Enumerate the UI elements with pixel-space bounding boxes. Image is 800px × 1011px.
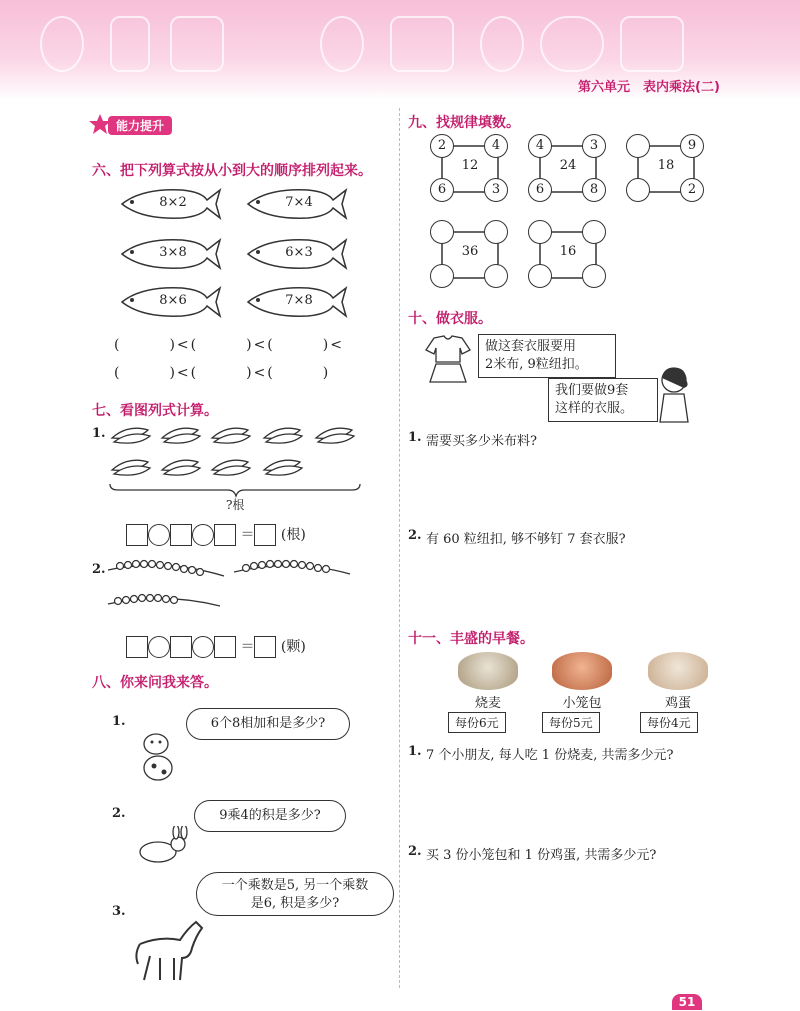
fish-expression: 8×6 xyxy=(159,293,187,308)
equals-sign: ＝ xyxy=(240,639,255,655)
grid-center: 16 xyxy=(559,244,577,259)
answer-box[interactable] xyxy=(170,636,192,658)
q10-1-text: 需要买多少米布料? xyxy=(426,434,537,449)
speech-bubble: 9乘4的积是多少? xyxy=(194,800,346,832)
grid-center: 12 xyxy=(461,158,479,173)
section-10-title: 十、做衣服。 xyxy=(408,311,492,327)
section-6-title: 六、把下列算式按从小到大的顺序排列起来。 xyxy=(92,163,372,179)
dog-icon xyxy=(134,730,184,786)
grid-cell-bl[interactable]: 6 xyxy=(430,178,454,202)
fish-card xyxy=(112,186,222,222)
bubble-line: 是6, 积是多少? xyxy=(250,896,340,911)
globe-icon xyxy=(40,16,84,72)
q11-2-text: 买 3 份小笼包和 1 份鸡蛋, 共需多少元? xyxy=(426,848,657,863)
egg-icon xyxy=(648,652,708,690)
operator-circle[interactable] xyxy=(192,636,214,658)
pattern-grid xyxy=(626,134,706,204)
unit-title: 第六单元 表内乘法(二) xyxy=(578,80,720,95)
rabbit-icon xyxy=(134,826,194,866)
grid-cell-tr[interactable]: 3 xyxy=(582,134,606,158)
grid-cell-tl[interactable]: 4 xyxy=(528,134,552,158)
equals-sign: ＝ xyxy=(240,527,255,543)
bead-strings xyxy=(104,556,354,616)
food-name: 鸡蛋 xyxy=(664,696,691,711)
section-8-title: 八、你来问我来答。 xyxy=(92,675,218,691)
grid-cell-br[interactable]: 3 xyxy=(484,178,508,202)
grid-cell-tr[interactable]: 9 xyxy=(680,134,704,158)
open-book-icon xyxy=(620,16,684,72)
bag-icon xyxy=(390,16,454,72)
fish-card xyxy=(238,284,348,320)
grid-cell-tl[interactable] xyxy=(528,220,552,244)
q11-1-number: 1. xyxy=(408,744,422,759)
fish-expression: 3×8 xyxy=(159,245,187,260)
speech-bubble xyxy=(196,872,394,916)
bubble-line: 一个乘数是5, 另一个乘数 xyxy=(221,878,369,893)
fish-expression: 7×8 xyxy=(285,293,313,308)
fish-expression: 8×2 xyxy=(159,195,187,210)
grid-cell-tl[interactable] xyxy=(626,134,650,158)
grid-cell-br[interactable]: 8 xyxy=(582,178,606,202)
grid-cell-br[interactable] xyxy=(582,264,606,288)
grid-cell-bl[interactable] xyxy=(528,264,552,288)
operator-circle[interactable] xyxy=(148,524,170,546)
food-name: 小笼包 xyxy=(562,696,602,711)
page-number: 51 xyxy=(672,994,702,1010)
clothes-icon xyxy=(424,334,472,384)
badge-label: 能力提升 xyxy=(108,116,172,135)
grid-center: 18 xyxy=(657,158,675,173)
operator-circle[interactable] xyxy=(192,524,214,546)
answer-box[interactable] xyxy=(126,636,148,658)
fish-expression: 7×4 xyxy=(285,195,313,210)
note-line: 2米布, 9粒纽扣。 xyxy=(485,357,588,372)
q10-1-number: 1. xyxy=(408,430,422,445)
q10-2-number: 2. xyxy=(408,528,422,543)
brace-label: ?根 xyxy=(226,498,245,512)
grid-cell-tr[interactable] xyxy=(484,220,508,244)
section-7-title: 七、看图列式计算。 xyxy=(92,403,218,419)
answer-box[interactable] xyxy=(214,636,236,658)
horse-icon xyxy=(130,914,210,984)
clock-icon xyxy=(320,16,364,72)
magnifier-icon xyxy=(480,16,524,72)
order-row-2: ( )<( )<( ) xyxy=(114,365,331,381)
q7-1-number: 1. xyxy=(92,426,106,441)
grid-cell-br[interactable]: 2 xyxy=(680,178,704,202)
grid-cell-bl[interactable] xyxy=(430,264,454,288)
pattern-grid xyxy=(528,134,608,204)
operator-circle[interactable] xyxy=(148,636,170,658)
answer-box[interactable] xyxy=(214,524,236,546)
xiaolongbao-icon xyxy=(552,652,612,690)
compass-icon xyxy=(110,16,150,72)
section-11-title: 十一、丰盛的早餐。 xyxy=(408,631,534,647)
q7-2-number: 2. xyxy=(92,562,106,577)
note-line: 做这套衣服要用 xyxy=(485,339,577,354)
grid-center: 24 xyxy=(559,158,577,173)
book-icon xyxy=(170,16,224,72)
column-divider xyxy=(399,108,400,988)
q8-1-number: 1. xyxy=(112,714,126,729)
pattern-grid xyxy=(430,220,510,290)
food-price: 每份5元 xyxy=(542,712,600,733)
pattern-grid xyxy=(528,220,608,290)
grid-cell-tl[interactable] xyxy=(430,220,454,244)
unit-label: (根) xyxy=(280,527,306,543)
pattern-grid xyxy=(430,134,510,204)
q8-3-number: 3. xyxy=(112,904,126,919)
q11-1-text: 7 个小朋友, 每人吃 1 份烧麦, 共需多少元? xyxy=(426,748,674,763)
section-9-title: 九、找规律填数。 xyxy=(408,115,520,131)
girl-speech xyxy=(548,378,658,422)
q10-2-text: 有 60 粒纽扣, 够不够钉 7 套衣服? xyxy=(426,532,626,547)
equation-7-1 xyxy=(126,524,306,546)
glasses-icon xyxy=(540,16,604,72)
recipe-note xyxy=(478,334,616,378)
q11-2-number: 2. xyxy=(408,844,422,859)
q8-2-number: 2. xyxy=(112,806,126,821)
grid-cell-bl[interactable] xyxy=(626,178,650,202)
answer-box[interactable] xyxy=(126,524,148,546)
food-price: 每份6元 xyxy=(448,712,506,733)
fish-expression: 6×3 xyxy=(285,245,313,260)
equation-7-2 xyxy=(126,636,306,658)
result-box[interactable] xyxy=(254,636,276,658)
grid-center: 36 xyxy=(461,244,479,259)
grid-cell-tl[interactable]: 2 xyxy=(430,134,454,158)
note-line: 我们要做9套 xyxy=(555,383,629,398)
grid-cell-tr[interactable] xyxy=(582,220,606,244)
grid-cell-tr[interactable]: 4 xyxy=(484,134,508,158)
fish-card xyxy=(238,236,348,272)
unit-label: (颗) xyxy=(280,639,306,655)
food-name: 烧麦 xyxy=(474,696,501,711)
note-line: 这样的衣服。 xyxy=(555,401,634,416)
fish-card xyxy=(238,186,348,222)
food-price: 每份4元 xyxy=(640,712,698,733)
fish-card xyxy=(112,284,222,320)
shaomai-icon xyxy=(458,652,518,690)
grid-cell-br[interactable] xyxy=(484,264,508,288)
girl-icon xyxy=(650,364,700,424)
speech-bubble: 6个8相加和是多少? xyxy=(186,708,350,740)
order-row-1: ( )<( )<( )< xyxy=(114,337,344,353)
fish-card xyxy=(112,236,222,272)
grid-cell-bl[interactable]: 6 xyxy=(528,178,552,202)
answer-box[interactable] xyxy=(170,524,192,546)
result-box[interactable] xyxy=(254,524,276,546)
